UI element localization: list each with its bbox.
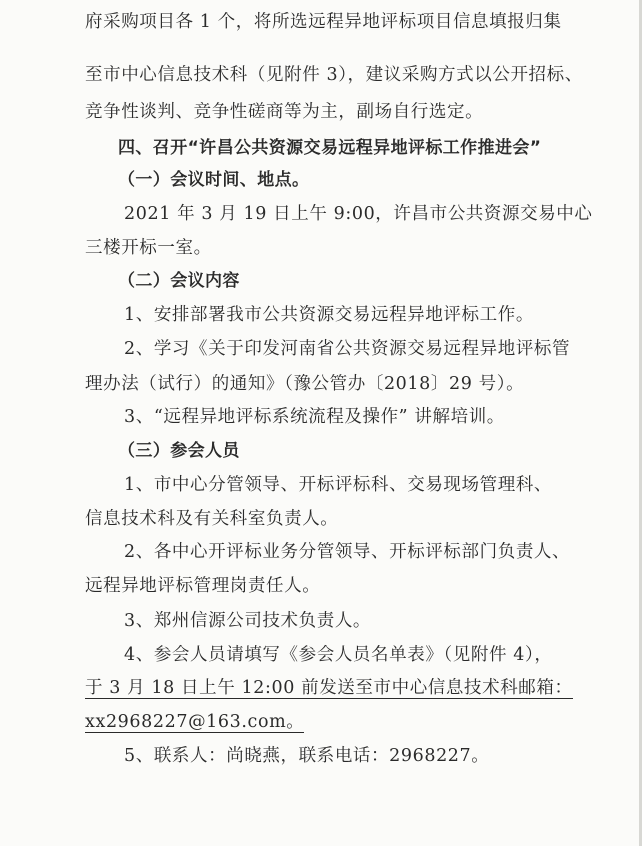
content-item-1: 1、安排部署我市公共资源交易远程异地评标工作。 [124, 305, 534, 325]
body-line-2: 至市中心信息技术科（见附件 3），建议采购方式以公开招标、 [85, 65, 583, 85]
email-line [85, 711, 304, 733]
attendee-item-1-cont: 信息技术科及有关科室负责人。 [85, 509, 339, 529]
body-line-3: 竞争性谈判、竞争性磋商等为主，副场自行选定。 [85, 102, 484, 122]
subheading-1: （一）会议时间、地点。 [118, 170, 310, 190]
attendee-item-2-cont: 远程异地评标管理岗责任人。 [85, 576, 321, 596]
body-line-1: 府采购项目各 1 个，将所选远程异地评标项目信息填报归集 [85, 12, 562, 32]
content-item-2-cont: 理办法（试行）的通知》（豫公管办〔2018〕29 号）。 [85, 374, 525, 394]
subheading-3: （三）参会人员 [118, 441, 240, 461]
body-line-venue: 三楼开标一室。 [85, 238, 212, 258]
content-item-2: 2、学习《关于印发河南省公共资源交易远程异地评标管 [124, 339, 571, 359]
deadline-underlined: 于 3 月 18 日上午 12:00 前发送至市中心信息技术科邮箱： [85, 678, 573, 698]
attendee-item-4-cont [85, 677, 573, 699]
content-item-3: 3、“远程异地评标系统流程及操作” 讲解培训。 [124, 407, 505, 427]
contact-item-5: 5、联系人：尚晓燕，联系电话：2968227。 [124, 746, 490, 766]
attendee-item-1: 1、市中心分管领导、开标评标科、交易现场管理科、 [124, 475, 553, 495]
attendee-item-3: 3、郑州信源公司技术负责人。 [124, 611, 372, 631]
section-heading-4: 四、召开“许昌公共资源交易远程异地评标工作推进会” [118, 138, 542, 158]
email-address-underlined: xx2968227@163.com。 [85, 712, 305, 732]
subheading-2: （二）会议内容 [118, 271, 240, 291]
attendee-item-2: 2、各中心开评标业务分管领导、开标评标部门负责人、 [124, 542, 571, 562]
body-line-time: 2021 年 3 月 19 日上午 9:00，许昌市公共资源交易中心 [124, 204, 593, 224]
attendee-item-4: 4、参会人员请填写《参会人员名单表》（见附件 4）， [124, 645, 553, 665]
